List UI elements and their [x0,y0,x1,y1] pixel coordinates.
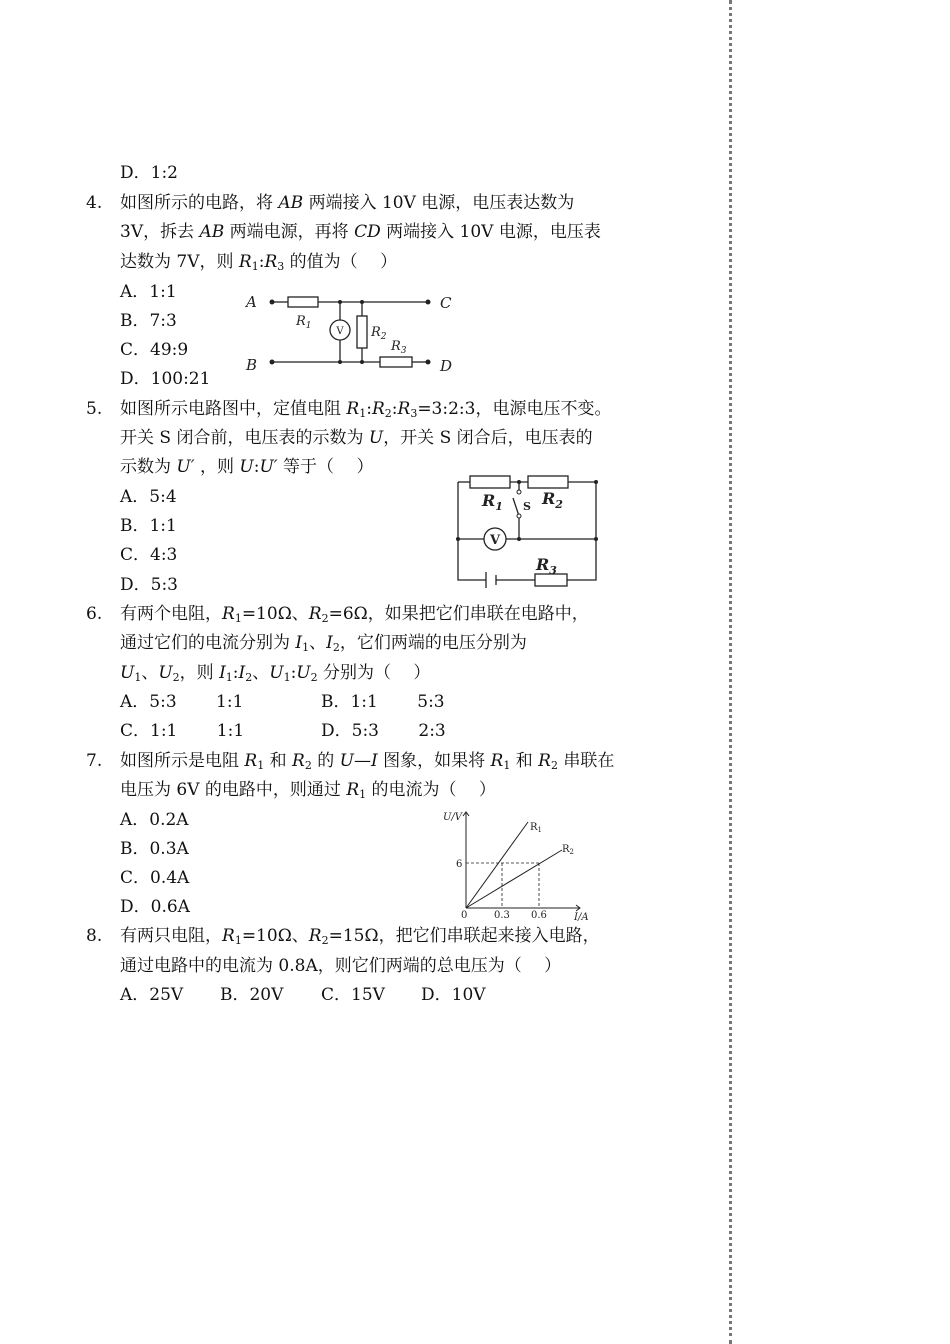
q4-line-2: 3V，拆去 AB 两端电源，再将 CD 两端接入 10V 电源，电压表 [120,222,601,242]
q7-xlabel: I/A [574,912,589,923]
q7-origin: 0 [461,910,468,921]
q7-line-1: 如图所示是电阻 $R_1$ 和 $R_2$ 的 U—I 图象，如果将 $R_1$ 和 $R_2$ 串联在 [120,751,615,772]
q4-option-c: C．49:9 [120,340,189,360]
q4-option-d: D．100:21 [120,369,211,389]
q7-tick-6: 6 [456,859,463,870]
svg-text:R2: $R_2$ [371,325,387,342]
q7-label-r1: R [530,822,538,833]
q6-number: 6. [86,604,103,624]
q6-option-c: C．1:1 1:1 [120,721,245,741]
q5-option-b: B．1:1 [120,516,177,536]
q7-ylabel: U/V [443,812,463,823]
q4-line-1: 如图所示的电路，将 AB 两端接入 10V 电源，电压表达数为 [120,193,575,213]
q5-label-r3: R [536,555,550,574]
binding-margin-line [729,0,732,1344]
q7-number: 7. [86,751,103,771]
q7-tick-03: 0.3 [494,910,510,921]
q8-line-2: 通过电路中的电流为 0.8A，则它们两端的总电压为（ ） [120,956,562,976]
q7-option-b: B．0.3A [120,839,189,859]
q7-option-c: C．0.4A [120,868,190,888]
q3-option-d: D．1:2 [120,163,178,183]
q4-label-r2: R [371,325,381,340]
q4-label-r3: R [391,339,401,354]
q5-option-a: A．5:4 [120,487,177,507]
q4-label-d: D [440,357,453,375]
q5-line-3: 示数为 U′ ，则 U:U′ 等于（ ） [120,457,374,477]
q5-line-2: 开关 S 闭合前，电压表的示数为 U，开关 S 闭合后，电压表的 [120,428,593,448]
q5-label-switch: S [523,500,531,513]
q7-line-2: 电压为 6V 的电路中，则通过 $R_1$ 的电流为（ ） [120,780,496,801]
q6-option-d: D．5:3 2:3 [321,721,446,741]
q6-option-a: A．5:3 1:1 [120,692,244,712]
q8-option-b: B．20V [220,985,284,1005]
q7-tick-06: 0.6 [531,910,547,921]
q4-voltmeter-label: V [336,326,344,337]
q4-number: 4. [86,193,103,213]
svg-text:R2: $R_2$ [562,844,574,856]
svg-text:R3: $R_3$ [536,555,557,577]
q5-circuit-diagram [450,470,605,588]
q5-label-r2: R [542,489,556,508]
q8-number: 8. [86,926,103,946]
q7-label-r2: R [562,844,570,855]
q6-line-3: $U_1$、$U_2$，则 $I_1:I_2$、$U_1:U_2$ 分别为（ ） [120,663,431,684]
q6-option-b: B．1:1 5:3 [321,692,445,712]
q8-line-1: 有两只电阻，$R_1=10\Omega$、$R_2=15\Omega$，把它们串联起来接入电路， [120,926,600,947]
svg-text:R3: $R_3$ [391,339,407,356]
svg-text:R1: $R_1$ [296,314,312,331]
q5-number: 5. [86,399,103,419]
q7-option-a: A．0.2A [120,810,189,830]
q5-option-c: C．4:3 [120,545,178,565]
q8-option-a: A．25V [120,985,184,1005]
q5-option-d: D．5:3 [120,575,178,595]
svg-text:R2: $R_2$ [542,489,563,511]
q5-label-r1: R [482,491,496,510]
q5-line-1: 如图所示电路图中，定值电阻 $R_1:R_2:R_3=3:2:3$，电源电压不变。 [120,399,612,420]
q5-voltmeter-label: V [489,533,501,548]
q8-option-d: D．10V [421,985,486,1005]
q4-option-a: A．1:1 [120,282,177,302]
q6-line-2: 通过它们的电流分别为 $I_1$、$I_2$，它们两端的电压分别为 [120,633,527,654]
q4-line-3: 达数为 7V，则 $R_1:R_3$ 的值为（ ） [120,252,398,273]
q7-option-d: D．0.6A [120,897,190,917]
q4-circuit-diagram [240,288,470,380]
q8-option-c: C．15V [321,985,385,1005]
svg-text:R1: $R_1$ [482,491,503,513]
q4-label-a: A [246,293,257,311]
svg-text:R1: $R_1$ [530,822,542,834]
q7-ui-graph [440,806,600,924]
q4-label-r1: R [296,314,306,329]
q4-label-b: B [246,356,258,374]
q4-option-b: B．7:3 [120,311,177,331]
q6-line-1: 有两个电阻，$R_1=10\Omega$、$R_2=6\Omega$，如果把它们串联在电路中， [120,604,589,625]
q4-label-c: C [440,294,452,312]
